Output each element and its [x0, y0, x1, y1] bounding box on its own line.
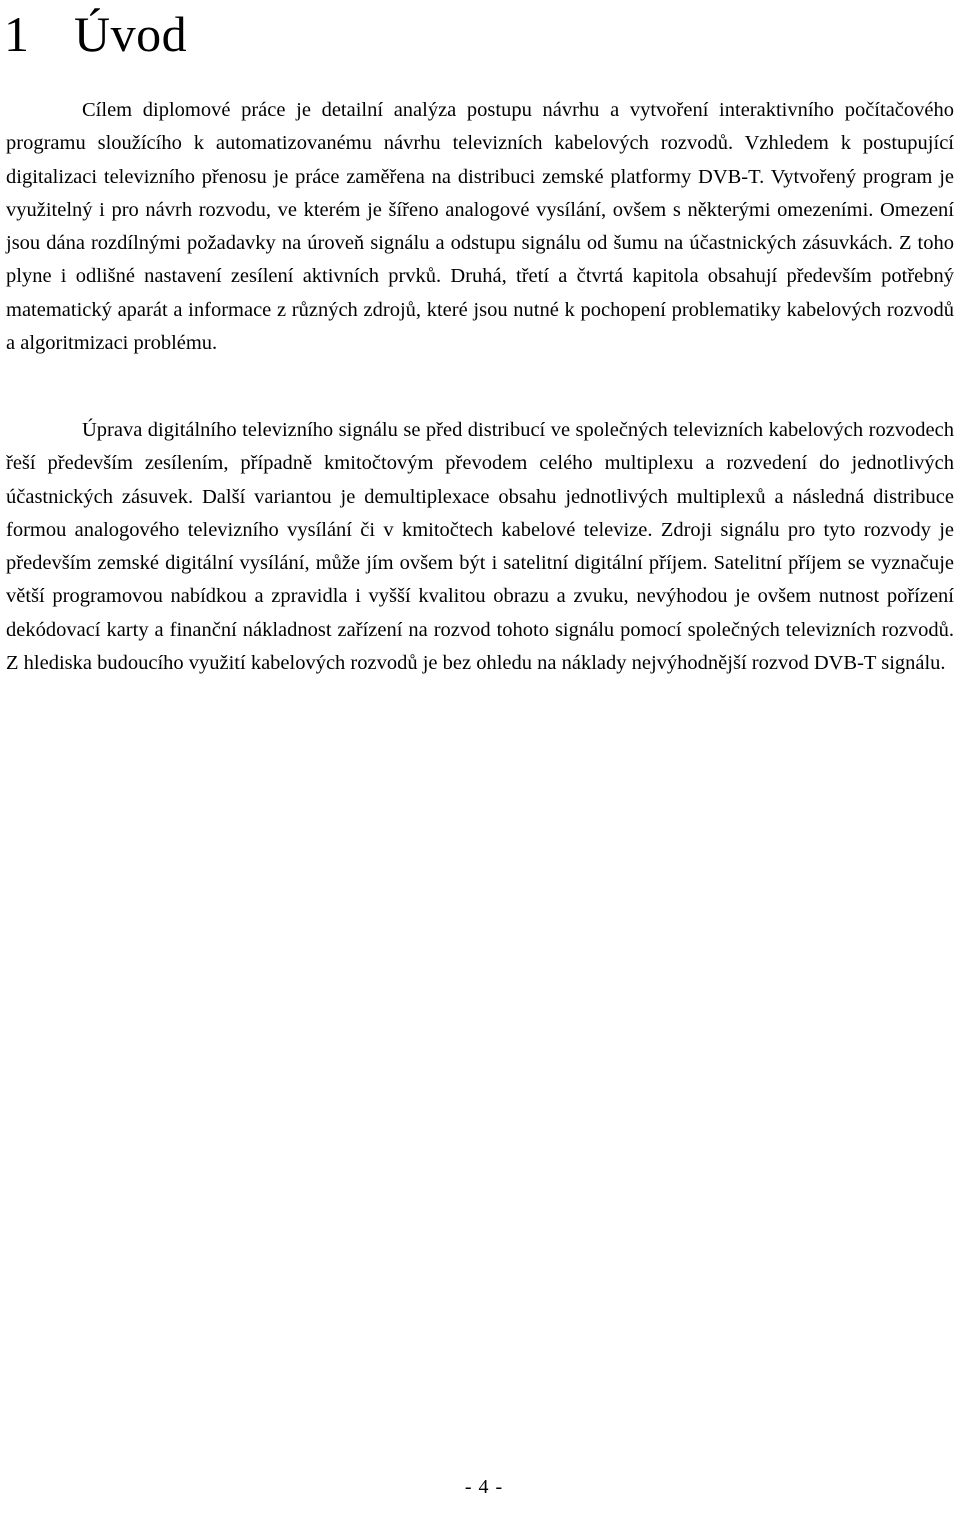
page-number: - 4 -: [464, 1476, 504, 1498]
chapter-heading: [4, 4, 187, 64]
chapter-title: Úvod: [74, 6, 188, 62]
paragraph-1: Cílem diplomové práce je detailní analýza postupu návrhu a vytvoření interaktivního počítačového programu sloužícího k automatizovanému návrhu televizních kabelových rozvodů. Vzhledem k postupující digitalizaci televizního přenosu je práce zaměřena na distribuci zemské platformy DVB-T. Vytvořený program je využitelný i pro návrh rozvodu, ve kterém je šířeno analogové vysílání, ovšem s některými omezeními. Omezení jsou dána rozdílnými požadavky na úroveň signálu a odstupu signálu od šumu na účastnických zásuvkách. Z toho plyne i odlišné nastavení zesílení aktivních prvků. Druhá, třetí a čtvrtá kapitola obsahují především potřebný matematický aparát a informace z různých zdrojů, které jsou nutné k pochopení problematiky kabelových rozvodů a algoritmizaci problému.: [6, 99, 954, 355]
paragraph-2: Úprava digitálního televizního signálu se před distribucí ve společných televizních kabelových rozvodech řeší především zesílením, případně kmitočtovým převodem celého multiplexu a rozvedení do jednotlivých účastnických zásuvek. Další variantou je demultiplexace obsahu jednotlivých multiplexů a následná distribuce formou analogového televizního vysílání či v kmitočtech kabelové televize. Zdroji signálu pro tyto rozvody je především zemské digitální vysílání, může jím ovšem být i satelitní digitální příjem. Satelitní příjem se vyznačuje větší programovou nabídkou a zpravidla i vyšší kvalitou obrazu a zvuku, nevýhodou je ovšem nutnost pořízení dekódovací karty a finanční nákladnost zařízení na rozvod tohoto signálu pomocí společných televizních rozvodů. Z hlediska budoucího využití kabelových rozvodů je bez ohledu na náklady nejvýhodnější rozvod DVB-T signálu.: [6, 419, 954, 675]
chapter-number: 1: [4, 6, 30, 62]
document-page: [6, 0, 954, 1513]
